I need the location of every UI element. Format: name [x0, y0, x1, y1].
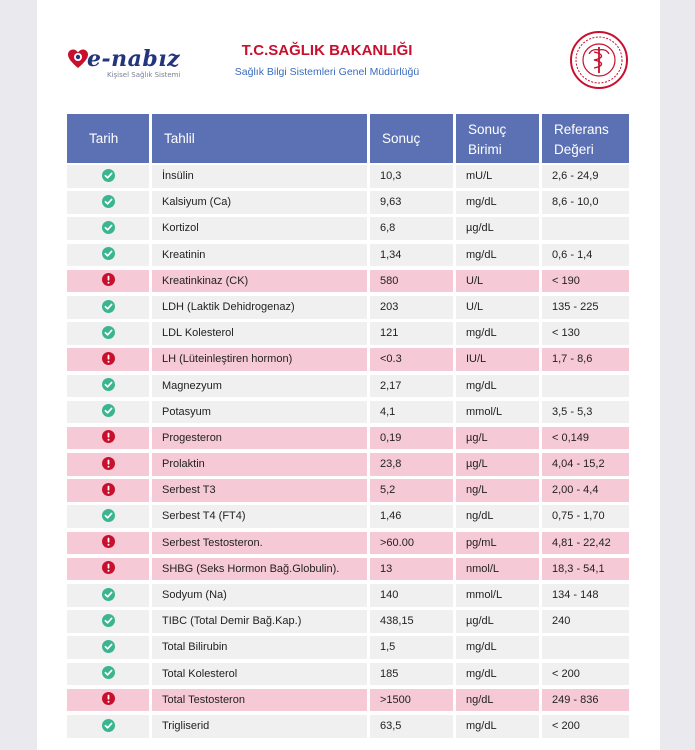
ministry-subtitle: Sağlık Bilgi Sistemleri Genel Müdürlüğü — [234, 66, 420, 78]
reference-cell: 134 - 148 — [542, 584, 629, 607]
date-cell — [67, 584, 149, 607]
check-icon — [102, 666, 115, 679]
test-name-cell: Prolaktin — [152, 453, 367, 476]
result-cell: 185 — [370, 663, 453, 686]
date-cell — [67, 165, 149, 188]
date-cell — [67, 636, 149, 659]
header-reference — [542, 114, 629, 163]
date-cell — [67, 558, 149, 581]
reference-cell: < 0,149 — [542, 427, 629, 450]
unit-cell: µg/dL — [456, 610, 539, 633]
alert-icon — [102, 535, 115, 548]
result-cell: 10,3 — [370, 165, 453, 188]
table-row — [67, 608, 629, 634]
unit-cell: pg/mL — [456, 532, 539, 555]
test-name-cell: Potasyum — [152, 401, 367, 424]
table-row — [67, 687, 629, 713]
test-name-cell: LDH (Laktik Dehidrogenaz) — [152, 296, 367, 319]
reference-cell: 3,5 - 5,3 — [542, 401, 629, 424]
result-cell: 13 — [370, 558, 453, 581]
table-row — [67, 713, 629, 739]
header-unit-line1: Sonuç — [468, 122, 507, 137]
test-name-cell: Magnezyum — [152, 375, 367, 398]
table-row — [67, 556, 629, 582]
check-icon — [102, 404, 115, 417]
unit-cell: µg/dL — [456, 217, 539, 240]
result-cell: 5,2 — [370, 479, 453, 502]
date-cell — [67, 401, 149, 424]
table-header — [67, 114, 629, 163]
reference-cell: 0,75 - 1,70 — [542, 505, 629, 528]
reference-cell: < 200 — [542, 663, 629, 686]
test-name-cell: Total Testosteron — [152, 689, 367, 712]
result-cell: 2,17 — [370, 375, 453, 398]
alert-icon — [102, 352, 115, 365]
table-row — [67, 189, 629, 215]
reference-cell — [542, 636, 629, 659]
table-row — [67, 530, 629, 556]
alert-icon — [102, 430, 115, 443]
test-name-cell: Serbest Testosteron. — [152, 532, 367, 555]
unit-cell: U/L — [456, 270, 539, 293]
date-cell — [67, 505, 149, 528]
date-cell — [67, 296, 149, 319]
table-row — [67, 451, 629, 477]
test-name-cell: LH (Lüteinleştiren hormon) — [152, 348, 367, 371]
unit-cell: ng/dL — [456, 689, 539, 712]
check-icon — [102, 378, 115, 391]
check-icon — [102, 719, 115, 732]
ministry-seal-icon — [569, 30, 629, 90]
reference-cell — [542, 375, 629, 398]
unit-cell: nmol/L — [456, 558, 539, 581]
header-ref-line1: Referans — [554, 122, 609, 137]
date-cell — [67, 427, 149, 450]
header-unit — [456, 114, 539, 163]
test-name-cell: Total Kolesterol — [152, 663, 367, 686]
test-name-cell: SHBG (Seks Hormon Bağ.Globulin). — [152, 558, 367, 581]
unit-cell: mg/dL — [456, 715, 539, 738]
date-cell — [67, 270, 149, 293]
date-cell — [67, 453, 149, 476]
table-row — [67, 163, 629, 189]
alert-icon — [102, 692, 115, 705]
unit-cell: ng/dL — [456, 505, 539, 528]
reference-cell: 1,7 - 8,6 — [542, 348, 629, 371]
test-name-cell: Serbest T4 (FT4) — [152, 505, 367, 528]
reference-cell: 240 — [542, 610, 629, 633]
check-icon — [102, 640, 115, 653]
reference-cell: 249 - 836 — [542, 689, 629, 712]
date-cell — [67, 689, 149, 712]
reference-cell: 0,6 - 1,4 — [542, 244, 629, 267]
check-icon — [102, 169, 115, 182]
table-row — [67, 294, 629, 320]
table-row — [67, 399, 629, 425]
result-cell: 63,5 — [370, 715, 453, 738]
result-cell: 1,34 — [370, 244, 453, 267]
lab-results-table — [67, 114, 629, 739]
reference-cell: 8,6 - 10,0 — [542, 191, 629, 214]
enabiz-logo — [67, 44, 217, 84]
check-icon — [102, 326, 115, 339]
alert-icon — [102, 561, 115, 574]
check-icon — [102, 247, 115, 260]
test-name-cell: İnsülin — [152, 165, 367, 188]
check-icon — [102, 221, 115, 234]
unit-cell: mg/dL — [456, 191, 539, 214]
reference-cell: 135 - 225 — [542, 296, 629, 319]
reference-cell: 4,81 - 22,42 — [542, 532, 629, 555]
table-row — [67, 661, 629, 687]
report-header — [37, 0, 660, 110]
date-cell — [67, 610, 149, 633]
unit-cell: mmol/L — [456, 401, 539, 424]
date-cell — [67, 532, 149, 555]
test-name-cell: LDL Kolesterol — [152, 322, 367, 345]
unit-cell: mU/L — [456, 165, 539, 188]
reference-cell — [542, 217, 629, 240]
header-date: Tarih — [67, 114, 149, 163]
result-cell: 1,46 — [370, 505, 453, 528]
unit-cell: µg/L — [456, 427, 539, 450]
result-cell: 121 — [370, 322, 453, 345]
table-row — [67, 268, 629, 294]
result-cell: 203 — [370, 296, 453, 319]
result-cell: >1500 — [370, 689, 453, 712]
unit-cell: mg/dL — [456, 375, 539, 398]
check-icon — [102, 300, 115, 313]
reference-cell: < 200 — [542, 715, 629, 738]
check-icon — [102, 614, 115, 627]
table-row — [67, 242, 629, 268]
result-cell: 4,1 — [370, 401, 453, 424]
result-cell: 9,63 — [370, 191, 453, 214]
result-cell: 23,8 — [370, 453, 453, 476]
result-cell: 1,5 — [370, 636, 453, 659]
alert-icon — [102, 457, 115, 470]
test-name-cell: Kalsiyum (Ca) — [152, 191, 367, 214]
date-cell — [67, 663, 149, 686]
ministry-block — [207, 42, 447, 78]
table-body — [67, 163, 629, 739]
header-ref-line2: Değeri — [554, 141, 594, 157]
unit-cell: mg/dL — [456, 244, 539, 267]
reference-cell: 18,3 - 54,1 — [542, 558, 629, 581]
result-cell: 580 — [370, 270, 453, 293]
result-cell: 6,8 — [370, 217, 453, 240]
date-cell — [67, 715, 149, 738]
reference-cell: < 130 — [542, 322, 629, 345]
unit-cell: IU/L — [456, 348, 539, 371]
unit-cell: ng/L — [456, 479, 539, 502]
test-name-cell: Progesteron — [152, 427, 367, 450]
alert-icon — [102, 273, 115, 286]
check-icon — [102, 588, 115, 601]
table-row — [67, 373, 629, 399]
result-cell: <0.3 — [370, 348, 453, 371]
test-name-cell: Sodyum (Na) — [152, 584, 367, 607]
test-name-cell: Trigliserid — [152, 715, 367, 738]
table-row — [67, 320, 629, 346]
date-cell — [67, 322, 149, 345]
result-cell: 140 — [370, 584, 453, 607]
table-row — [67, 346, 629, 372]
logo-text: e-nabız — [87, 46, 181, 72]
reference-cell: 4,04 - 15,2 — [542, 453, 629, 476]
test-name-cell: Total Bilirubin — [152, 636, 367, 659]
logo-subtitle: Kişisel Sağlık Sistemi — [107, 71, 181, 79]
result-cell: 438,15 — [370, 610, 453, 633]
reference-cell: < 190 — [542, 270, 629, 293]
table-row — [67, 503, 629, 529]
test-name-cell: Kreatinin — [152, 244, 367, 267]
header-test: Tahlil — [152, 114, 367, 163]
unit-cell: µg/L — [456, 453, 539, 476]
unit-cell: mg/dL — [456, 636, 539, 659]
result-cell: >60.00 — [370, 532, 453, 555]
date-cell — [67, 217, 149, 240]
check-icon — [102, 509, 115, 522]
table-row — [67, 582, 629, 608]
unit-cell: mg/dL — [456, 322, 539, 345]
test-name-cell: Serbest T3 — [152, 479, 367, 502]
report-page — [37, 0, 660, 750]
reference-cell: 2,00 - 4,4 — [542, 479, 629, 502]
date-cell — [67, 375, 149, 398]
test-name-cell: TIBC (Total Demir Bağ.Kap.) — [152, 610, 367, 633]
table-row — [67, 215, 629, 241]
test-name-cell: Kortizol — [152, 217, 367, 240]
unit-cell: U/L — [456, 296, 539, 319]
alert-icon — [102, 483, 115, 496]
result-cell: 0,19 — [370, 427, 453, 450]
ministry-title: T.C.SAĞLIK BAKANLIĞI — [241, 42, 413, 59]
header-result: Sonuç — [370, 114, 453, 163]
check-icon — [102, 195, 115, 208]
date-cell — [67, 348, 149, 371]
test-name-cell: Kreatinkinaz (CK) — [152, 270, 367, 293]
reference-cell: 2,6 - 24,9 — [542, 165, 629, 188]
header-unit-line2: Birimi — [468, 141, 502, 157]
date-cell — [67, 479, 149, 502]
table-row — [67, 634, 629, 660]
date-cell — [67, 191, 149, 214]
table-row — [67, 477, 629, 503]
date-cell — [67, 244, 149, 267]
unit-cell: mmol/L — [456, 584, 539, 607]
table-row — [67, 425, 629, 451]
heart-logo-icon — [67, 48, 89, 70]
unit-cell: mg/dL — [456, 663, 539, 686]
